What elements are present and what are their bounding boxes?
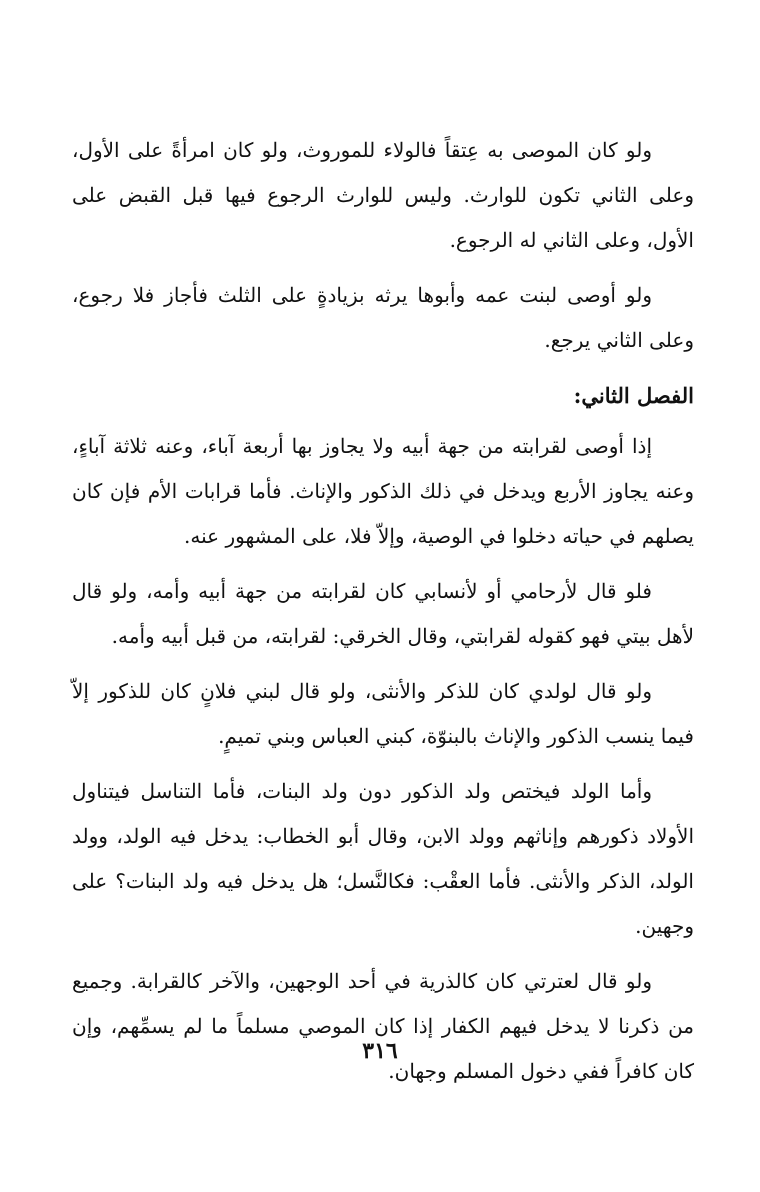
document-body	[72, 128, 694, 1094]
page-number: ٣١٦	[362, 1038, 398, 1064]
paragraph-progeny: ولو قال لعترتي كان كالذرية في أحد الوجهين، والآخر كالقرابة. وجميع من ذكرنا لا يدخل فيهم الكفار إذا كان الموصي مسلماً ما لم يسمِّهم، وإن كان كافراً ففي دخول المسلم وجهان.	[72, 969, 694, 1083]
paragraph-children: ولو قال لولدي كان للذكر والأنثى، ولو قال لبني فلانٍ كان للذكور إلاّ فيما ينسب الذكور والإناث بالبنوّة، كبني العباس وبني تميمٍ.	[72, 679, 694, 748]
section-heading: الفصل الثاني:	[573, 383, 694, 408]
paragraph-bequest-cousin: ولو أوصى لبنت عمه وأبوها يرثه بزيادةٍ على الثلث فأجاز فلا رجوع، وعلى الثاني يرجع.	[72, 283, 694, 352]
paragraph-kinship-father: إذا أوصى لقرابته من جهة أبيه ولا يجاوز بها أربعة آباء، وعنه ثلاثة آباءٍ، وعنه يجاوز الأربع ويدخل في ذلك الذكور والإناث. فأما قرابات الأم فإن كان يصلهم في حياته دخلوا في الوصية، وإلاّ فلا، على المشهور عنه.	[72, 434, 694, 548]
paragraph-bequest-freed-slave: ولو كان الموصى به عِتقاً فالولاء للموروث، ولو كان امرأةً على الأول، وعلى الثاني تكون للوارث. وليس للوارث الرجوع فيها قبل القبض على الأول، وعلى الثاني له الرجوع.	[72, 138, 694, 252]
paragraph-relatives: فلو قال لأرحامي أو لأنسابي كان لقرابته من جهة أبيه وأمه، ولو قال لأهل بيتي فهو كقوله لقرابتي، وقال الخرقي: لقرابته، من قبل أبيه وأمه.	[72, 579, 694, 648]
paragraph-offspring: وأما الولد فيختص ولد الذكور دون ولد البنات، فأما التناسل فيتناول الأولاد ذكورهم وإناثهم وولد الابن، وقال أبو الخطاب: يدخل فيه الولد، وولد الولد، الذكر والأنثى. فأما العقْب: فكالنَّسل؛ هل يدخل فيه ولد البنات؟ على وجهين.	[72, 779, 694, 938]
